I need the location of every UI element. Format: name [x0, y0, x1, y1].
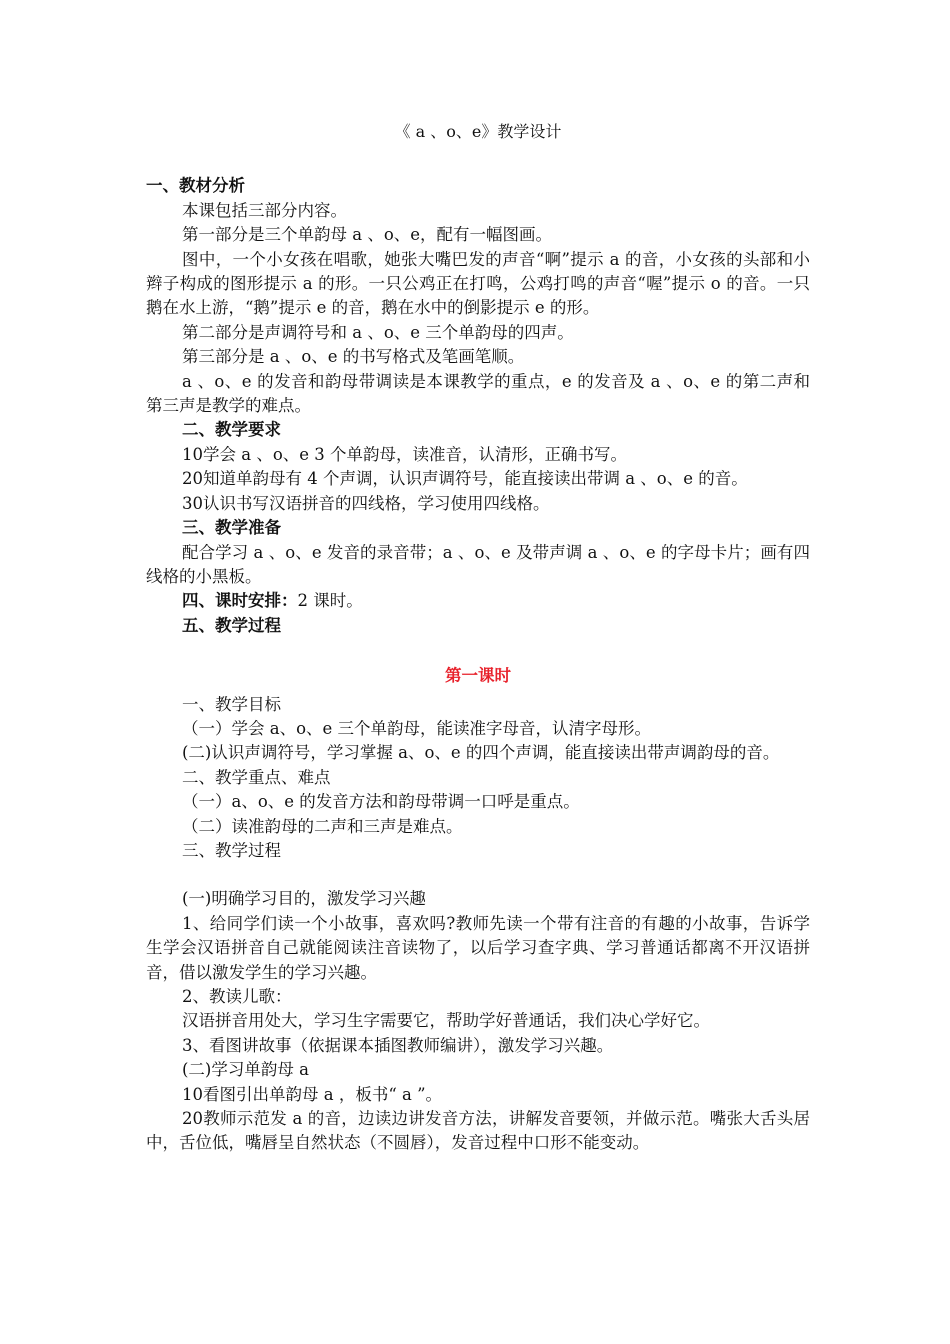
- paragraph: 第二部分是声调符号和 a 、o、e 三个单韵母的四声。: [182, 322, 574, 342]
- section-heading-requirements: 二、教学要求: [182, 420, 281, 440]
- paragraph: 第一部分是三个单韵母 a 、o、e，配有一幅图画。: [182, 225, 553, 245]
- paragraph: （二）读准韵母的二声和三声是难点。: [182, 816, 463, 836]
- paragraph: （一）学会 a、o、e 三个单韵母，能读准字母音，认清字母形。: [182, 718, 652, 738]
- section-heading-analysis: 一、教材分析: [146, 176, 245, 196]
- list-item: 20知道单韵母有 4 个声调，认识声调符号，能直接读出带调 a 、o、e 的音。: [182, 469, 748, 489]
- list-item: 30认识书写汉语拼音的四线格，学习使用四线格。: [182, 493, 550, 513]
- step-heading: (一)明确学习目的，激发学习兴趣: [182, 889, 426, 909]
- paragraph: 3、看图讲故事（依据课本插图教师编讲），激发学习兴趣。: [182, 1035, 614, 1055]
- paragraph: 图中，一个小女孩在唱歌，她张大嘴巴发的声音“啊”提示 a 的音，小女孩的头部和小辫子构成的图形提示 a 的形。一只公鸡正在打鸣，公鸡打鸣的声音“喔”提示 o 的音。一只鹅在水上游，“鹅”提示 e 的音，鹅在水中的倒影提示 e 的形。: [146, 249, 810, 318]
- paragraph: 配合学习 a 、o、e 发音的录音带；a 、o、e 及带声调 a 、o、e 的字母卡片；画有四线格的小黑板。: [146, 542, 810, 586]
- section-schedule: [146, 589, 810, 613]
- paragraph: 第三部分是 a 、o、e 的书写格式及笔画笔顺。: [182, 347, 525, 367]
- paragraph: 汉语拼音用处大，学习生字需要它，帮助学好普通话，我们决心学好它。: [182, 1011, 710, 1031]
- list-item: 10学会 a 、o、e 3 个单韵母，读准音，认清形，正确书写。: [182, 444, 628, 464]
- document-title: 《 a 、o、e》教学设计: [394, 122, 562, 141]
- section-heading-process: 五、教学过程: [182, 615, 281, 635]
- document-body: [146, 120, 810, 1156]
- paragraph: 10看图引出单韵母 a ，板书“ a ”。: [182, 1084, 443, 1104]
- paragraph: 1、给同学们读一个小故事，喜欢吗?教师先读一个带有注音的有趣的小故事，告诉学生学会汉语拼音自己就能阅读注音读物了，以后学习查字典、学习普通话都离不开汉语拼音，借以激发学生的学习兴趣。: [146, 913, 810, 982]
- subheading-goals: 一、教学目标: [182, 694, 281, 714]
- paragraph: a 、o、e 的发音和韵母带调读是本课教学的重点，e 的发音及 a 、o、e 的第二声和第三声是教学的难点。: [146, 371, 810, 416]
- section-heading-preparation: 三、教学准备: [182, 518, 281, 538]
- lesson-heading: 第一课时: [445, 666, 511, 686]
- subheading-key-points: 二、教学重点、难点: [182, 767, 331, 787]
- paragraph: 2、教读儿歌：: [182, 987, 292, 1006]
- paragraph: （一）a、o、e 的发音方法和韵母带调一口呼是重点。: [182, 792, 580, 812]
- schedule-text: 2 课时。: [297, 591, 363, 611]
- section-heading-schedule: 四、课时安排：: [182, 591, 298, 611]
- paragraph: (二)认识声调符号，学习掌握 a、o、e 的四个声调，能直接读出带声调韵母的音。: [182, 743, 780, 763]
- paragraph: 本课包括三部分内容。: [182, 200, 347, 220]
- subheading-process: 三、教学过程: [182, 840, 281, 860]
- paragraph: 20教师示范发 a 的音，边读边讲发音方法，讲解发音要领，并做示范。嘴张大舌头居中，舌位低，嘴唇呈自然状态（不圆唇），发音过程中口形不能变动。: [146, 1109, 810, 1153]
- step-heading: (二)学习单韵母 a: [182, 1060, 309, 1080]
